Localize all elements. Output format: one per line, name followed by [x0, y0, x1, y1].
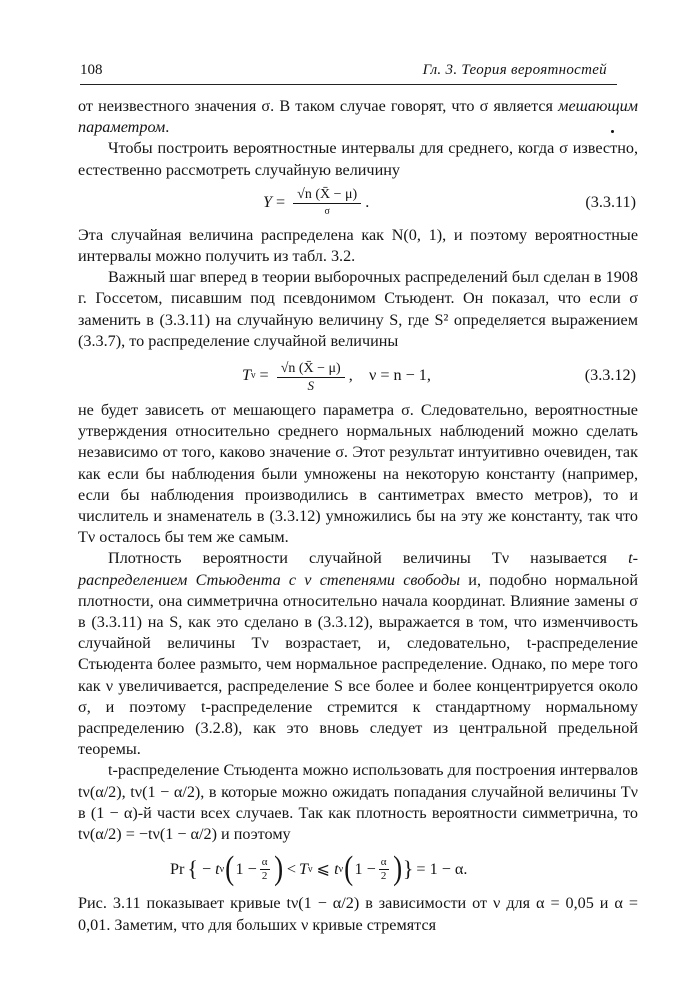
paragraph-5: не будет зависеть от мешающего параметра σ. Следовательно, вероятностные утверждения относительно среднего нормальных наблюдений можно сделать независимо от того, каково значение σ. Этот результат интуитивно очевиден, так как если бы наблюдения были умножены на некоторую константу (например, если бы наблюдения производились в сантиметрах вместо метров), то и числитель и знаменатель в (3.3.12) умножились бы на эту же константу, так что Tν осталось бы тем же самым. [78, 401, 638, 547]
formula-lhs: T [242, 366, 252, 385]
paragraph-6-text-c: и, подобно нормальной плотности, она симметрична относительно начала координат. Влияние замены σ в (3.3.11) на S, как это сделано в (3.3.12), выражается в том, что изменчивость случайной величины Tν возрастает, и, следовательно, t-распределение Стьюдента более размыто, чем нормальное распределение. Однако, по мере того как ν увеличивается, распределение S все более и более концентрируется около σ, и поэтому t-распределение стремится к стандартному нормальному распределению (3.2.8), как это вновь следует из центральной предельной теоремы. [78, 570, 638, 759]
equals-sign: = [259, 366, 269, 385]
formula-probability [78, 845, 638, 893]
paragraph-3: Эта случайная величина распределена как N(0, 1), и поэтому вероятностные интервалы можно получить из табл. 3.2. [78, 225, 638, 266]
equals-sign: = [276, 193, 286, 212]
t-symbol: t [215, 859, 220, 878]
alpha-over-two [260, 856, 270, 883]
running-head: Гл. 3. Теория вероятностей [422, 62, 607, 78]
term-nuisance-parameter: мешающим параметром [78, 97, 639, 137]
paragraph-6-text-a: Плотность вероятности случайной величины Tν называется [108, 549, 629, 568]
paragraph-2: Чтобы построить вероятностные интервалы для среднего, когда σ известно, естественно рассмотреть случайную величину [78, 139, 638, 179]
formula-period: . [365, 193, 370, 212]
less-than: < [286, 859, 296, 878]
equation-number: (3.3.12) [584, 366, 636, 385]
subscript-nu: ν [219, 863, 225, 875]
right-paren: ) [392, 850, 402, 888]
formula-rhs: = 1 − α. [416, 859, 468, 878]
denominator-two: 2 [261, 869, 268, 882]
left-paren: ( [225, 850, 235, 888]
paragraph-4: Важный шаг вперед в теории выборочных распределений был сделан в 1908 г. Госсетом, писавшим под псевдонимом Стьюдент. Он показал, что если σ заменить в (3.3.11) на случайную величину S, где S² определяется выражением (3.3.7), то распределение случайной величины [78, 268, 638, 350]
paragraph-1-text: от неизвестного значения σ. В таком случае говорят, что σ является [78, 97, 553, 115]
T-symbol: T [298, 859, 308, 878]
term-student-t: t-распределением Стьюдента с ν степенями свободы [78, 549, 638, 589]
right-paren: ) [273, 850, 283, 888]
left-paren: ( [344, 850, 354, 888]
fraction [277, 360, 345, 393]
subscript-nu: ν [251, 370, 256, 382]
alpha-over-two [379, 856, 389, 883]
page-body [78, 96, 638, 936]
formula-condition: , ν = n − 1, [348, 366, 431, 385]
numerator-alpha: α [261, 855, 268, 868]
fraction [293, 186, 361, 219]
fraction-numerator: √n (X̄ − μ) [277, 360, 345, 378]
paragraph-1 [78, 96, 638, 138]
page-number: 108 [80, 62, 103, 78]
subscript-nu: ν [308, 863, 313, 875]
paragraph-8: Рис. 3.11 показывает кривые tν(1 − α/2) в зависимости от ν для α = 0,05 и α = 0,01. Заметим, что для больших ν кривые стремятся [78, 894, 638, 934]
fraction-denominator: σ [324, 206, 330, 218]
numerator-alpha: α [380, 855, 387, 868]
fraction-denominator: S [307, 377, 314, 393]
one-minus: 1 − [235, 859, 257, 878]
formula-lhs: Y [263, 193, 273, 212]
denominator-two: 2 [380, 869, 387, 882]
t-symbol: t [334, 859, 339, 878]
pr-operator: Pr [170, 859, 185, 878]
formula-3-3-11 [78, 181, 638, 225]
paragraph-7: t-распределение Стьюдента можно использовать для построения интервалов tν(α/2), tν(1 − α/2), в которые можно ожидать попадания случайной величины Tν в (1 − α)-й части всех случаев. Так как плотность вероятности симметрична, то tν(α/2) = −tν(1 − α/2) и поэтому [78, 761, 638, 844]
left-brace: { [187, 856, 198, 882]
page-header [80, 62, 617, 85]
less-or-equal: ⩽ [316, 859, 331, 878]
period: . [165, 118, 170, 137]
one-minus: 1 − [354, 859, 376, 878]
paragraph-6 [78, 548, 638, 760]
equation-number: (3.3.11) [585, 193, 636, 212]
fraction-numerator: √n (X̄ − μ) [293, 186, 361, 204]
minus-sign: − [201, 859, 212, 878]
right-brace: } [402, 856, 414, 882]
formula-3-3-12 [78, 352, 638, 400]
subscript-nu: ν [338, 863, 344, 875]
